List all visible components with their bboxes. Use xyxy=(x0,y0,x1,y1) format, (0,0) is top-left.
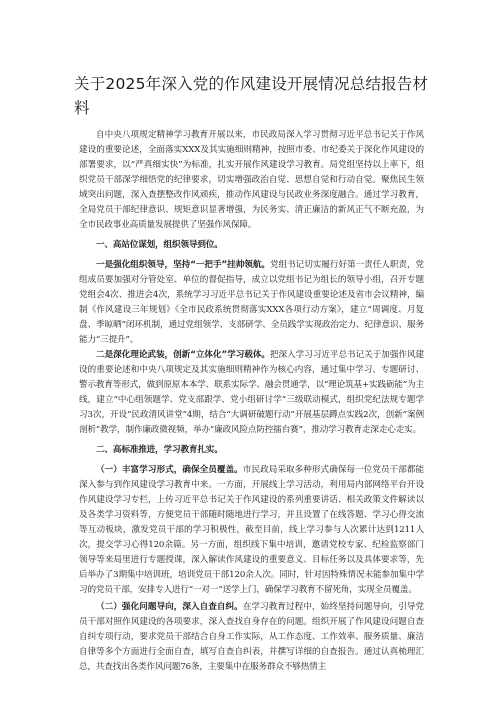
paragraph-lead: 二是深化理论武装，创新“立体化”学习载体。 xyxy=(96,350,270,360)
paragraph-text: 在学习教育过程中，始终坚持问题导向，引导党员干部对照作风建设的各项要求，深入查找自身存在的问题。组织开展了作风建设问题自查自纠专项行动，要求党员干部结合自身工作实际，从工作态度、工作效率、服务质量、廉洁自律等多个方面进行全面自查，填写自查自纠表，并撰写详细的自查报告。通过认真梳理汇总，共查找出各类作风问题76条，主要集中在服务群众不够热情主 xyxy=(79,602,424,672)
paragraph-text: 把深入学习习近平总书记关于加强作风建设的重要论述和中央八项规定及其实施细则精神作为核心内容，通过集中学习、专题研讨、警示教育等形式，做到原原本本学、联系实际学、融会贯通学，以“理论筑基+实践砺能”为主线，建立“中心组领题学、党支部跟学、党小组研讨学”三级联动模式，组织党纪法规专题学习3次，开设“民政清风讲堂”4期，结合“大调研破题行动”开展基层蹲点实践2次，创新“案例剖析”教学，制作廉政微视频，举办“廉政风险点防控擂台赛”，推动学习教育走深走心走实。 xyxy=(79,350,424,435)
section1-paragraph-2 xyxy=(79,348,424,438)
section-heading-2: 二、高标准推进，学习教育扎实。 xyxy=(96,445,223,455)
intro-paragraph: 自中央八项规定精神学习教育开展以来，市民政局深入学习贯彻习近平总书记关于作风建设的重要论述，全面落实XXX及其实施细则精神，按照市委、市纪委关于深化作风建设的部署要求，以“严真细实快”为标准，扎实开展作风建设学习教育。局党组坚持以上率下，组织党员干部深学细悟党的纪律要求，切实增强政治自觉、思想自觉和行动自觉。聚焦民生领域突出问题，深入查摆整改作风顽疾，推动作风建设与民政业务深度融合。通过学习教育，全局党员干部纪律意识、规矩意识显著增强，为民务实、清正廉洁的新风正气不断充盈，为全市民政事业高质量发展提供了坚强作风保障。 xyxy=(79,130,424,230)
paragraph-lead: （一）丰富学习形式，确保全员覆盖。 xyxy=(96,465,243,475)
paragraph-text: 党组书记切实履行好第一责任人职责，党组成员要加强对分管处室、单位的督促指导，成立以党组书记为组长的领导小组，召开专题党组会4次、推进会4次，系统学习习近平总书记关于作风建设重要论述及省市会议精神，编制《作风建设三年规划》《全市民政系统贯彻落实XXX各项行动方案》，建立“周调度、月复盘、季晾晒”闭环机制，通过党组领学、支部研学、全员践学实现政治定力、纪律意识、服务能力“三提升”。 xyxy=(79,260,424,345)
section1-paragraph-1 xyxy=(79,258,424,348)
paragraph-lead: 一是强化组织领导，坚持“一把手”挂帅领航。 xyxy=(96,260,270,270)
document-body xyxy=(79,128,424,675)
section2-paragraph-2 xyxy=(79,600,424,675)
paragraph-text: 市民政局采取多种形式确保每一位党员干部都能深入参与到作风建设学习教育中来。一方面，开展线上学习活动，利用局内部网络平台开设作风建设学习专栏，上传习近平总书记关于作风建设的系列重要讲话、相关政策文件解读以及各类学习资料等，方便党员干部随时随地进行学习，并且设置了在线答题、学习心得交流等互动板块，激发党员干部的学习积极性，截至目前，线上学习参与人次累计达到1211人次，提交学习心得120余篇。另一方面，组织线下集中培训，邀请党校专家、纪检监察部门领导等来局里进行专题授课，深入解读作风建设的重要意义、目标任务以及具体要求等，先后举办了3期集中培训班，培训党员干部120余人次。同时，针对因特殊情况未能参加集中学习的党员干部，安排专人进行“一对一”送学上门，确保学习教育不留死角，实现全员覆盖。 xyxy=(79,465,424,595)
section2-paragraph-1 xyxy=(79,463,424,598)
section-heading-1: 一、高站位谋划，组织领导到位。 xyxy=(96,240,223,250)
paragraph-lead: （二）强化问题导向，深入自查自纠。 xyxy=(96,602,243,612)
document-title: 关于2025年深入党的作风建设开展情况总结报告材料 xyxy=(74,75,429,117)
